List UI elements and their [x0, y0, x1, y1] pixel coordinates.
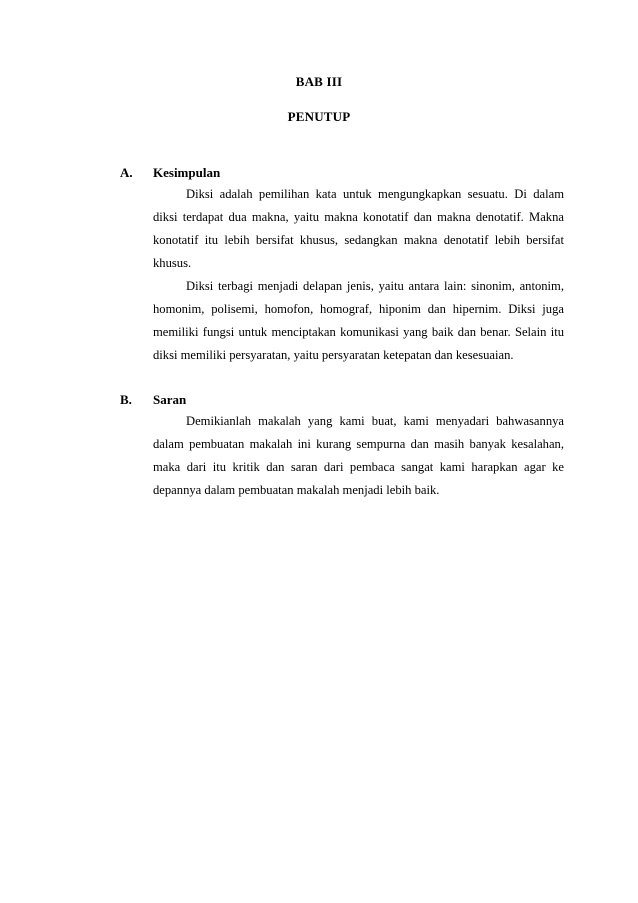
section-saran: [120, 390, 564, 502]
section-heading: [120, 163, 564, 183]
section-heading-text: Saran: [153, 392, 187, 407]
paragraph: Demikianlah makalah yang kami buat, kami menyadari bahwasannya dalam pembuatan makalah ini kurang sempurna dan masih banyak kesalahan, maka dari itu kritik dan saran dari pembaca sangat kami harapkan agar ke depannya dalam pembuatan makalah menjadi lebih baik.: [153, 414, 564, 497]
chapter-title: PENUTUP: [287, 109, 351, 124]
paragraph: Diksi terbagi menjadi delapan jenis, yaitu antara lain: sinonim, antonim, homonim, polisemi, homofon, homograf, hiponim dan hipernim. Diksi juga memiliki fungsi untuk menciptakan komunikasi yang baik dan benar. Selain itu diksi memiliki persyaratan, yaitu persyaratan ketepatan dan kesesuaian.: [153, 279, 564, 362]
section-letter: B.: [120, 392, 132, 407]
section-heading-text: Kesimpulan: [153, 165, 221, 180]
section-kesimpulan: [120, 163, 564, 367]
chapter-number: BAB III: [295, 74, 343, 89]
paragraph: Diksi adalah pemilihan kata untuk mengungkapkan sesuatu. Di dalam diksi terdapat dua makna, yaitu makna konotatif dan makna denotatif. Makna konotatif itu lebih bersifat khusus, sedangkan makna denotatif lebih bersifat khusus.: [153, 187, 564, 270]
section-heading: [120, 390, 564, 410]
section-letter: A.: [120, 165, 133, 180]
